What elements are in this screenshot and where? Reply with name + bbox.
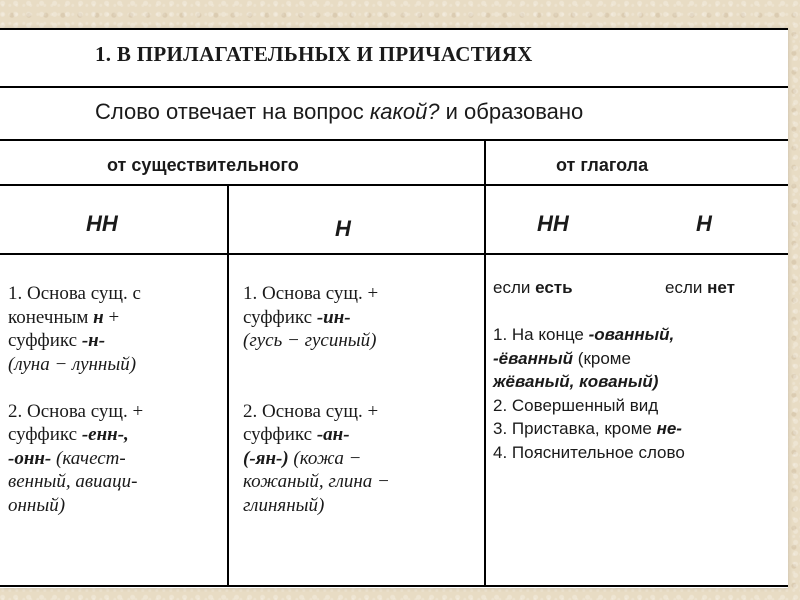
question-line [95, 101, 583, 123]
rule-line: 1. Основа сущ. + [243, 283, 379, 304]
table-border-top [0, 28, 788, 30]
rule-line: 3. Приставка, кроме не- [493, 419, 682, 438]
noun-nn-rules [8, 282, 143, 517]
noun-column-header: от существительного [107, 155, 299, 175]
noun-n-label: Н [335, 216, 351, 241]
verb-n-label: Н [696, 211, 712, 236]
example-line: венный, авиаци- [8, 471, 138, 492]
rule-line: -ёванный (кроме [493, 348, 631, 368]
table-column-divider [227, 184, 229, 587]
prefix-no-label: если нет [665, 278, 735, 297]
table-row-divider [0, 184, 788, 186]
question-word: какой? [369, 99, 440, 124]
noun-n-rules [243, 282, 390, 517]
table-row-divider [0, 86, 788, 88]
verb-column-header: от глагола [556, 155, 649, 175]
rules-table [0, 28, 788, 588]
example-line: глиняный) [243, 494, 325, 516]
example-line: (гусь − гусиный) [243, 330, 377, 351]
rule-line: 1. Основа сущ. с [8, 283, 141, 304]
example-line: (луна − лунный) [8, 353, 137, 375]
prefix-yes-label: если есть [493, 278, 573, 297]
rule-line: -онн- (качест- [8, 447, 126, 469]
question-text-end: и образовано [439, 99, 584, 124]
verb-conditions [493, 276, 783, 300]
rule-line: суффикс -енн-, [8, 424, 129, 445]
page-title: 1. В ПРИЛАГАТЕЛЬНЫХ И ПРИЧАСТИЯХ [95, 42, 533, 66]
table-border-bottom [0, 585, 788, 587]
table-row-divider [0, 139, 788, 141]
rule-line: 2. Основа сущ. + [8, 400, 144, 422]
rule-line: суффикс -н- [8, 330, 106, 351]
rule-line: суффикс -ин- [243, 306, 351, 328]
example-line: кожаный, глина − [243, 471, 390, 492]
rule-line: 2. Основа сущ. + [243, 400, 379, 422]
rule-line: 1. На конце -ованный, [493, 325, 675, 344]
rule-line: 4. Пояснительное слово [493, 442, 685, 462]
rule-line: (-ян-) (кожа − [243, 447, 362, 469]
question-text: Слово отвечает на вопрос [95, 99, 370, 124]
verb-nn-label: НН [537, 211, 569, 236]
rule-line: конечным н + [8, 306, 120, 328]
table-column-divider [484, 139, 486, 587]
verb-rules [493, 276, 783, 464]
table-row-divider [0, 253, 788, 255]
noun-nn-label: НН [86, 211, 118, 236]
exception-line: жёваный, кованый) [493, 372, 659, 391]
example-line: онный) [8, 494, 66, 516]
rule-line: 2. Совершенный вид [493, 395, 659, 415]
rule-line: суффикс -ан- [243, 424, 350, 445]
